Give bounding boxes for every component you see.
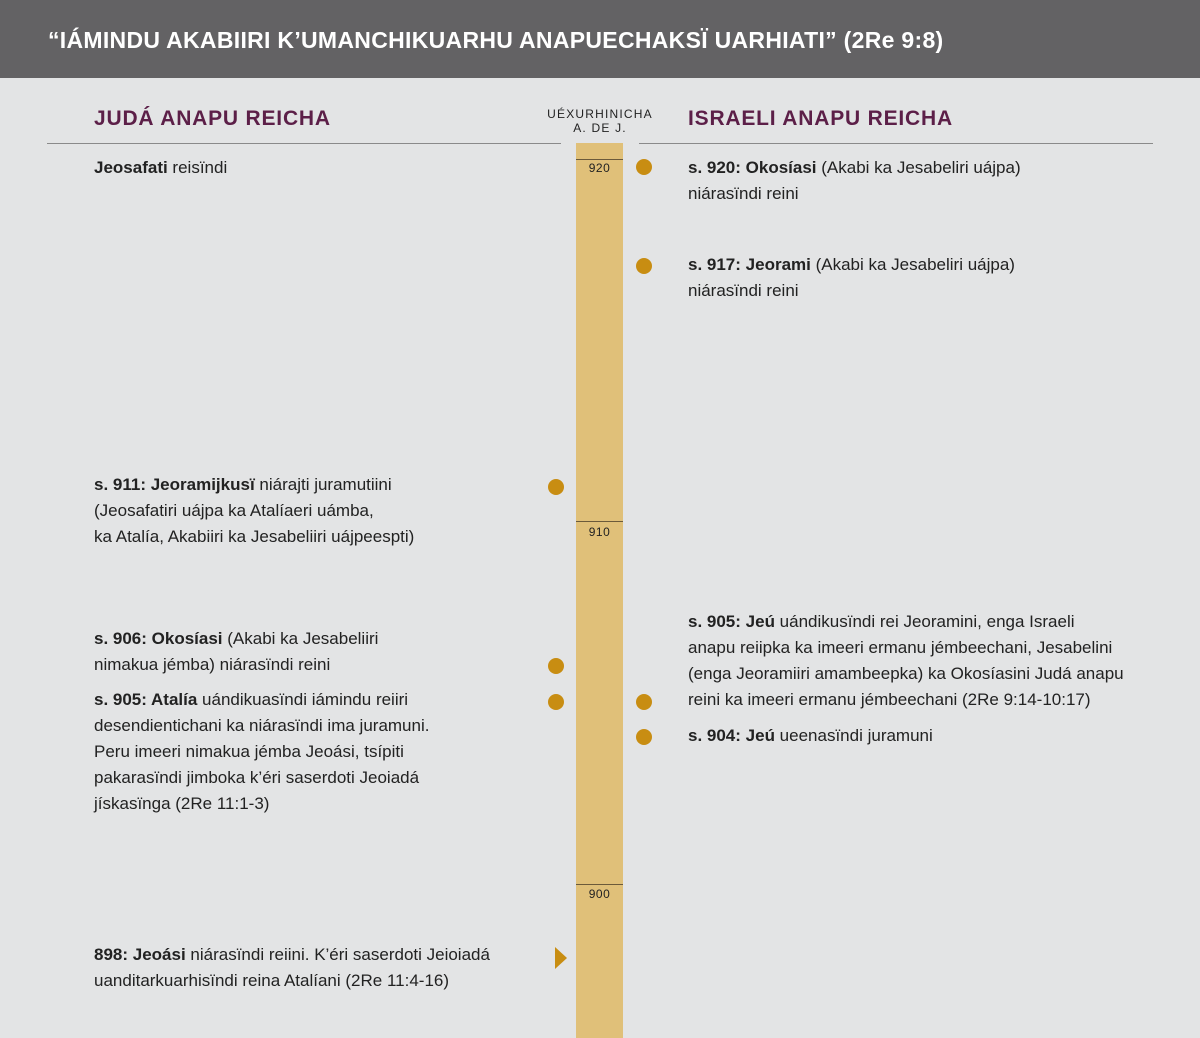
marker-dot-left-911 [548,479,564,495]
tick-900 [576,884,623,885]
marker-dot-left-905 [548,694,564,710]
entry-text: reini ka imeeri ermanu jémbeechani (2Re 9:14-10:17) [688,690,1091,709]
entry-text: pakarasïndi jimboka k’éri saserdoti Jeoiadá [94,768,420,787]
right-column-title: ISRAELI ANAPU REICHA [688,107,953,130]
left-entry-911 [94,472,414,550]
entry-text: desendientichani ka niárasïndi ima juramuni. [94,716,430,735]
entry-date: s. 920: [688,158,746,177]
timeline-bar [576,143,623,1038]
tick-920 [576,159,623,160]
marker-arrow-left-898 [555,947,567,969]
entry-date: 898: [94,945,133,964]
right-entry-917 [688,252,1015,304]
right-divider [639,143,1153,144]
entry-date: s. 904: [688,726,746,745]
right-entry-920 [688,155,1021,207]
entry-name: Jeoramijkusï [150,475,255,494]
axis-label-line2: A. DE J. [573,121,627,135]
tick-label-910: 910 [588,525,611,539]
entry-text: (Akabi ka Jesabeliiri [222,629,379,648]
entry-name: Jeosafati [94,158,168,177]
tick-label-900: 900 [588,887,611,901]
entry-text: niárasïndi reini [688,184,799,203]
entry-text: nimakua jémba) niárasïndi reini [94,655,331,674]
entry-date: s. 911: [94,475,151,494]
entry-text: anapu reiipka ka imeeri ermanu jémbeechani, Jesabelini [688,638,1113,657]
entry-text: (Akabi ka Jesabeliri uájpa) [816,158,1021,177]
marker-dot-right-920 [636,159,652,175]
left-entry-906 [94,626,378,678]
entry-text: ueenasïndi juramuni [774,726,933,745]
entry-name: Jeú [745,726,775,745]
left-divider [47,143,561,144]
entry-name: Jeorami [745,255,811,274]
entry-text: uándikuasïndi iámindu reiiri [197,690,409,709]
marker-dot-right-905 [636,694,652,710]
tick-910 [576,521,623,522]
entry-date: s. 906: [94,629,152,648]
page-title: “IÁMINDU AKABIIRI K’UMANCHIKUARHU ANAPUECHAKSÏ UARHIATI” (2Re 9:8) [48,27,944,53]
entry-text: niárajti juramutiini [254,475,392,494]
entry-date: s. 905: [94,690,152,709]
entry-name: Jeú [745,612,775,631]
axis-label-line1: UÉXURHINICHA [547,107,653,121]
entry-text: niárasïndi reiini. K’éri saserdoti Jeioiadá [185,945,490,964]
left-column-title: JUDÁ ANAPU REICHA [94,107,331,130]
right-entry-905 [688,609,1124,713]
marker-dot-right-917 [636,258,652,274]
marker-dot-left-906 [548,658,564,674]
entry-text: uándikusïndi rei Jeoramini, enga Israeli [774,612,1075,631]
marker-dot-right-904 [636,729,652,745]
entry-text: jískasïnga (2Re 11:1-3) [94,794,270,813]
entry-name: Okosíasi [745,158,817,177]
tick-label-920: 920 [588,161,611,175]
entry-text: (enga Jeoramiiri amambeepka) ka Okosíasini Judá anapu [688,664,1124,683]
entry-text: (Akabi ka Jesabeliri uájpa) [810,255,1015,274]
entry-name: Okosíasi [151,629,223,648]
left-entry-898 [94,942,490,994]
entry-date: s. 917: [688,255,746,274]
entry-name: Jeoási [132,945,186,964]
header-bar [0,0,1200,78]
right-entry-904 [688,723,933,749]
left-entry-jeosafati [94,155,227,181]
entry-text: Peru imeeri nimakua jémba Jeoási, tsípiti [94,742,404,761]
entry-text: (Jeosafatiri uájpa ka Atalíaeri uámba, [94,501,374,520]
entry-name: Atalía [151,690,198,709]
entry-text: ka Atalía, Akabiiri ka Jesabeliiri uájpeespti) [94,527,415,546]
entry-text: uanditarkuarhisïndi reina Atalíani (2Re 11:4-16) [94,971,450,990]
left-entry-905 [94,687,429,817]
entry-date: s. 905: [688,612,746,631]
entry-text: niárasïndi reini [688,281,799,300]
entry-text: reisïndi [167,158,228,177]
